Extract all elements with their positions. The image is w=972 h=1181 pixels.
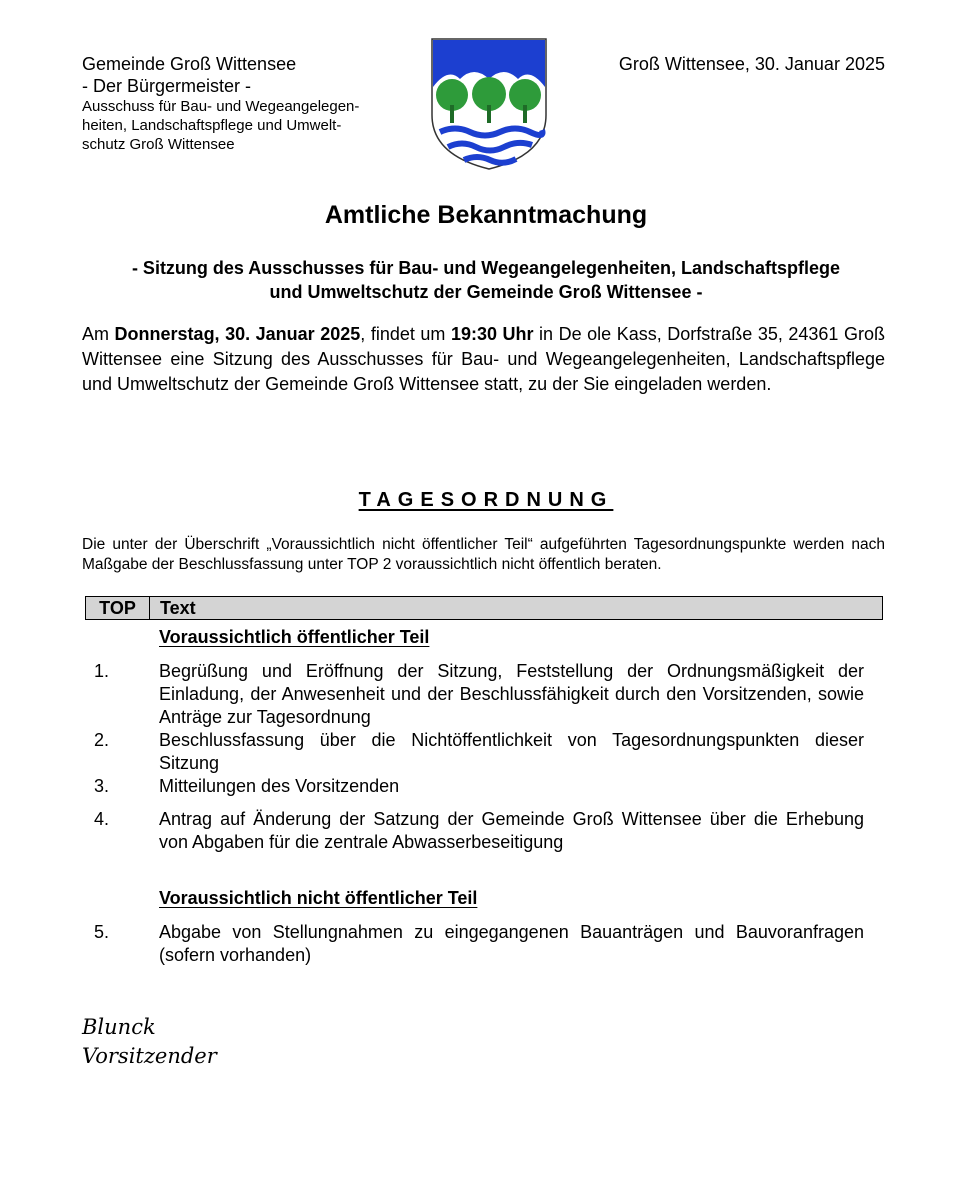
signature-name: Blunck [82, 1015, 156, 1039]
subtitle-line: - Sitzung des Ausschusses für Bau- und Wegeangelegenheiten, Landschaftspflege [131, 258, 841, 278]
committee-line: schutz Groß Wittensee [82, 136, 235, 153]
intro-text: , findet um [360, 324, 451, 344]
intro-text: Am [82, 324, 115, 344]
meeting-time: 19:30 Uhr [450, 324, 534, 344]
item-number: 4. [94, 809, 110, 829]
place-date: Groß Wittensee, 30. Januar 2025 [618, 54, 885, 74]
item-number: 1. [94, 661, 110, 681]
municipality-name: Gemeinde Groß Wittensee [82, 54, 297, 74]
signature-role: Vorsitzender [82, 1044, 217, 1068]
document-subtitle [60, 256, 912, 304]
document-title: Amtliche Bekanntmachung [324, 201, 648, 229]
mayor-line: - Der Bürgermeister - [82, 76, 252, 96]
signature [82, 1013, 217, 1071]
item-text: Abgabe von Stellungnahmen zu eingegangenen Bauanträgen und Bauvoranfragen (sofern vorhanden) [159, 922, 864, 965]
column-header-text: Text [160, 598, 196, 618]
section-title-public: Voraussichtlich öffentlicher Teil [159, 627, 430, 647]
item-text: Begrüßung und Eröffnung der Sitzung, Feststellung der Ordnungsmäßigkeit der Einladung, der Anwesenheit und der Beschlussfähigkeit durch den Vorsitzenden, sowie Anträge zur Tagesordnung [159, 661, 864, 727]
item-number: 2. [94, 730, 110, 750]
intro-paragraph [82, 322, 885, 397]
sender-block [82, 53, 359, 154]
section-title-nonpublic: Voraussichtlich nicht öffentlicher Teil [159, 888, 478, 908]
item-number: 5. [94, 922, 110, 942]
subtitle-line: und Umweltschutz der Gemeinde Groß Wittensee - [269, 282, 703, 302]
item-text: Beschlussfassung über die Nichtöffentlichkeit von Tagesordnungspunkten dieser Sitzung [159, 730, 864, 773]
item-text: Antrag auf Änderung der Satzung der Gemeinde Groß Wittensee über die Erhebung von Abgaben für die zentrale Abwasserbeseitigung [159, 809, 864, 852]
committee-line: heiten, Landschaftspflege und Umwelt- [82, 117, 342, 134]
item-number: 3. [94, 776, 110, 796]
agenda-heading: TAGESORDNUNG [358, 489, 614, 511]
agenda-table-header [85, 596, 883, 620]
item-text: Mitteilungen des Vorsitzenden [159, 776, 400, 796]
column-header-top: TOP [86, 597, 150, 619]
agenda-note: Die unter der Überschrift „Voraussichtlich nicht öffentlicher Teil“ aufgeführten Tagesordnungspunkte werden nach Maßgabe der Beschlussfassung unter TOP 2 voraussichtlich nicht öffentlich beraten. [82, 536, 885, 573]
committee-line: Ausschuss für Bau- und Wegeangelegen- [82, 98, 360, 115]
intro-text: in De ole Kass, Dorfstraße 35, 24361 Groß Wittensee eine Sitzung des Ausschusses für Bau- und Wegeangelegenheiten, Landschaftspflege und Umweltschutz der Gemeinde Groß Wittensee statt, zu der Sie eingeladen werden. [82, 324, 885, 394]
meeting-date: Donnerstag, 30. Januar 2025 [114, 324, 361, 344]
coat-of-arms-icon [430, 37, 548, 171]
